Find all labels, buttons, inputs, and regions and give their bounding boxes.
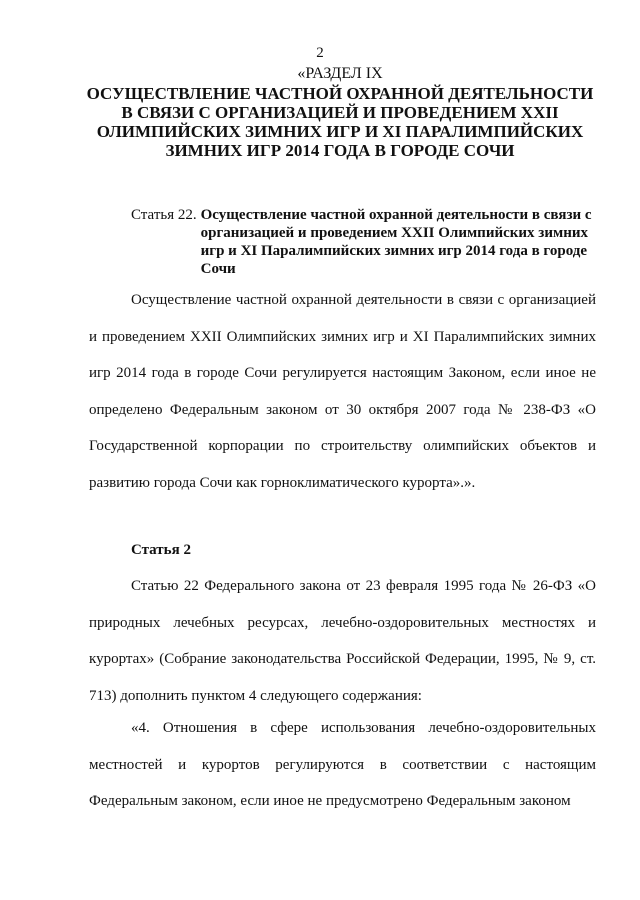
article-2-paragraph-1: Статью 22 Федерального закона от 23 февраля 1995 года № 26-ФЗ «О природных лечебных ресурсах, лечебно-оздоровительных местностях и курортах» (Собрание законодательства Российской Федерации, 1995, № 9, ст. 713) дополнить пунктом 4 следующего содержания: [89, 578, 596, 704]
page-number: 2 [316, 45, 324, 61]
article-22-heading [131, 206, 601, 278]
article-2-paragraph-2: «4. Отношения в сфере использования лечебно-оздоровительных местностей и курортов регулируются в соответствии с настоящим Федеральным законом, если иное не предусмотрено Федеральным законом [89, 720, 596, 809]
article-22-label: Статья 22. [131, 207, 197, 223]
article-2-title: Статья 2 [131, 542, 191, 558]
section-heading [80, 64, 600, 160]
section-title: ОСУЩЕСТВЛЕНИЕ ЧАСТНОЙ ОХРАННОЙ ДЕЯТЕЛЬНОСТИ В СВЯЗИ С ОРГАНИЗАЦИЕЙ И ПРОВЕДЕНИЕМ XXII ОЛИМПИЙСКИХ ЗИМНИХ ИГР И XI ПАРАЛИМПИЙСКИХ ЗИМНИХ ИГР 2014 ГОДА В ГОРОДЕ СОЧИ [86, 84, 594, 160]
section-number: «РАЗДЕЛ IX [297, 65, 383, 82]
article-22-text: Осуществление частной охранной деятельности в связи с организацией и проведением XXII Олимпийских зимних игр и XI Паралимпийских зимних игр 2014 года в городе Сочи регулируется настоящим Законом, если иное не определено Федеральным законом от 30 октября 2007 года № 238-ФЗ «О Государственной корпорации по строительству олимпийских объектов и развитию города Сочи как горноклиматического курорта».». [89, 292, 596, 491]
article-22-title: Осуществление частной охранной деятельности в связи с организацией и проведением XXII Олимпийских зимних игр и XI Паралимпийских зимних игр 2014 года в городе Сочи [200, 207, 592, 277]
